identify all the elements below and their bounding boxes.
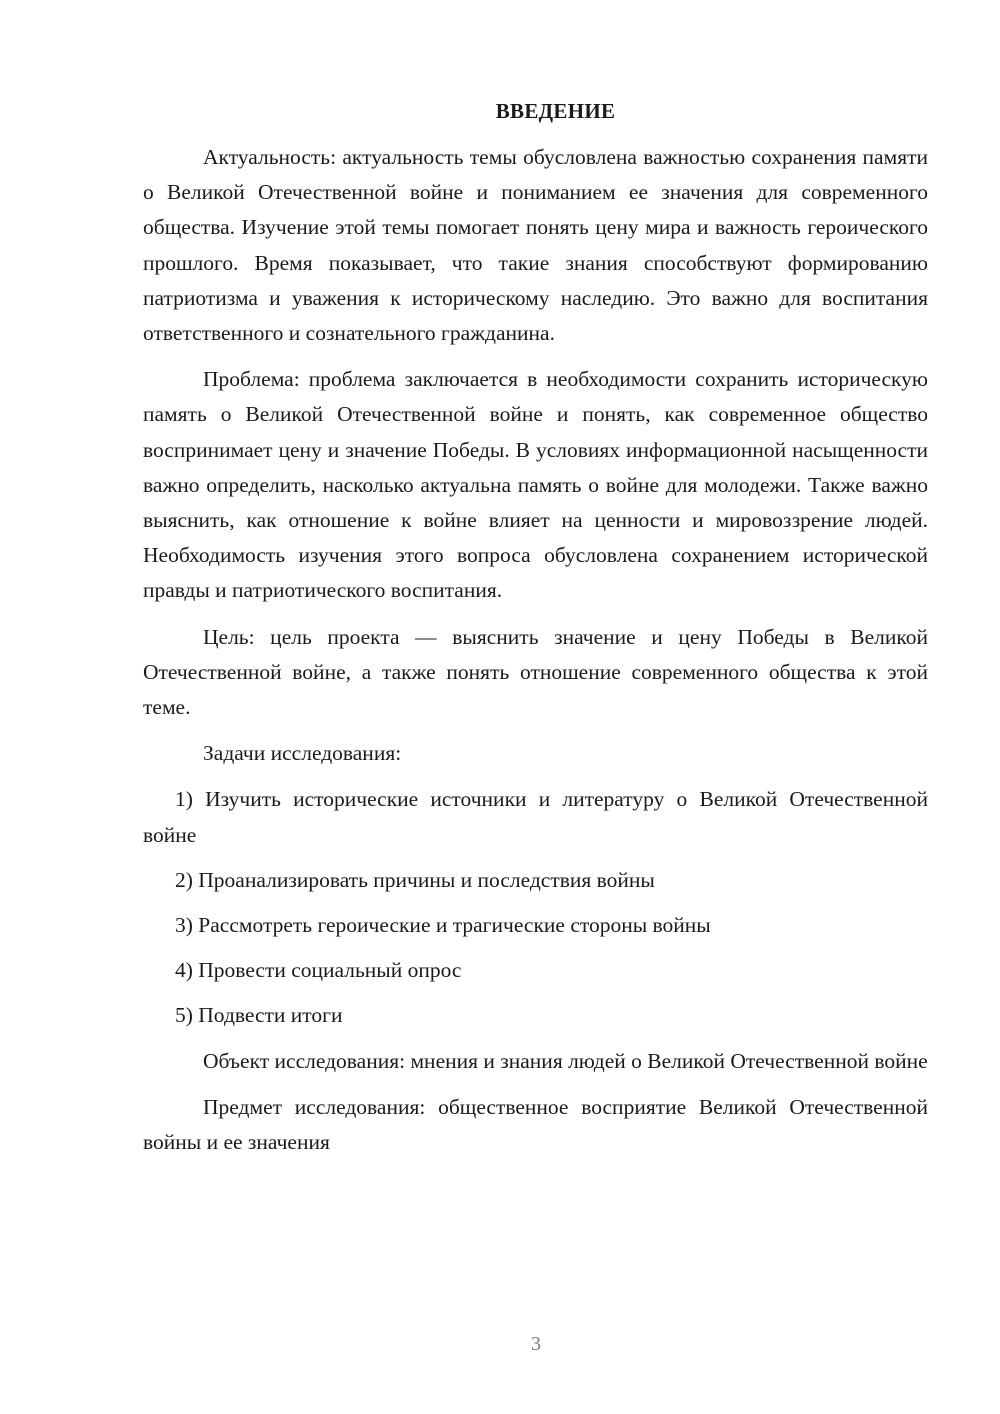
document-body bbox=[143, 96, 928, 1171]
tasks-title: Задачи исследования: bbox=[203, 741, 402, 766]
subject-paragraph: Предмет исследования: общественное восприятие Великой Отечественной войны и ее значения bbox=[143, 1094, 928, 1155]
task-item-2: 2) Проанализировать причины и последствия войны bbox=[175, 867, 655, 892]
relevance-paragraph: Актуальность: актуальность темы обусловлена важностью сохранения памяти о Великой Отечественной войне и пониманием ее значения для современного общества. Изучение этой темы помогает понять цену мира и важность героического прошлого. Время показывает, что такие знания способствуют формированию патриотизма и уважения к историческому наследию. Это важно для воспитания ответственного и сознательного гражданина. bbox=[143, 145, 928, 346]
task-item-4: 4) Провести социальный опрос bbox=[175, 958, 462, 983]
section-heading: ВВЕДЕНИЕ bbox=[495, 99, 616, 123]
page-number: 3 bbox=[531, 1333, 541, 1355]
object-paragraph: Объект исследования: мнения и знания людей о Великой Отечественной войне bbox=[203, 1048, 928, 1073]
goal-paragraph: Цель: цель проекта — выяснить значение и цену Победы в Великой Отечественной войне, а также понять отношение современного общества к этой теме. bbox=[143, 624, 928, 720]
problem-paragraph: Проблема: проблема заключается в необходимости сохранить историческую память о Великой Отечественной войне и понять, как современное общество воспринимает цену и значение Победы. В условиях информационной насыщенности важно определить, насколько актуальна память о войне для молодежи. Также важно выяснить, как отношение к войне влияет на ценности и мировоззрение людей. Необходимость изучения этого вопроса обусловлена сохранением исторической правды и патриотического воспитания. bbox=[143, 367, 928, 603]
task-item-3: 3) Рассмотреть героические и трагические стороны войны bbox=[175, 913, 711, 938]
task-item-5: 5) Подвести итоги bbox=[175, 1003, 343, 1028]
task-item-1: 1) Изучить исторические источники и литературу о Великой Отечественной войне bbox=[143, 787, 928, 847]
